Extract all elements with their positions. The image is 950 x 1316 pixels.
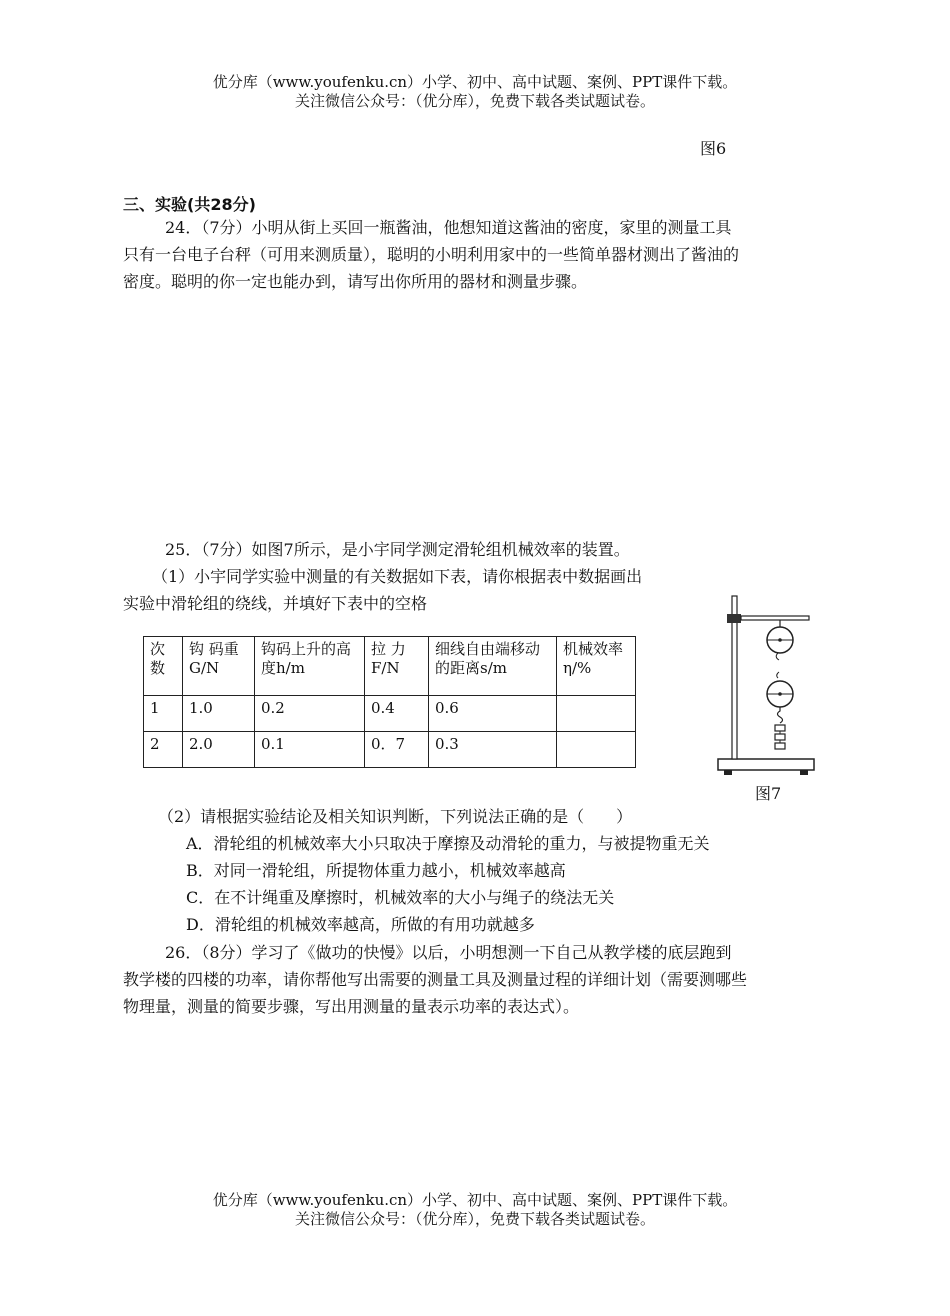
q24-line-1: 24．（7分）小明从街上买回一瓶酱油，他想知道这酱油的密度，家里的测量工具 <box>165 218 732 237</box>
table-cell-blank[interactable] <box>557 696 636 732</box>
header-cell: 拉 力F/N <box>365 637 429 696</box>
stand-base <box>718 759 814 770</box>
option-c[interactable]: C．在不计绳重及摩擦时，机械效率的大小与绳子的绕法无关 <box>186 888 615 907</box>
q26-line-3: 物理量，测量的简要步骤，写出用测量的量表示功率的表达式）。 <box>123 997 580 1016</box>
section-title: 三、实验(共28分) <box>123 195 256 214</box>
figure-6-label: 图6 <box>700 139 727 158</box>
table-cell: 2 <box>144 732 183 768</box>
table-cell: 0.4 <box>365 696 429 732</box>
header-line-2: 关注微信公众号：（优分库），免费下载各类试题试卷。 <box>294 92 655 110</box>
table-cell: 1 <box>144 696 183 732</box>
footer-line-1: 优分库（www.youfenku.cn）小学、初中、高中试题、案例、PPT课件下载。 <box>212 1191 738 1209</box>
header-cell: 钩 码重G/N <box>183 637 255 696</box>
q25-intro: 25．（7分）如图7所示，是小宇同学测定滑轮组机械效率的装置。 <box>165 540 630 559</box>
table-header-row <box>144 637 636 696</box>
option-a[interactable]: A．滑轮组的机械效率大小只取决于摩擦及动滑轮的重力，与被提物重无关 <box>186 834 710 853</box>
q25-part1-line-2: 实验中滑轮组的绕线，并填好下表中的空格 <box>123 594 428 613</box>
table-cell: 0.3 <box>429 732 557 768</box>
q25-part2: （2）请根据实验结论及相关知识判断，下列说法正确的是（ ） <box>158 807 633 826</box>
pulley-apparatus-figure <box>712 592 822 782</box>
table-cell: 1.0 <box>183 696 255 732</box>
option-d[interactable]: D．滑轮组的机械效率越高，所做的有用功就越多 <box>186 915 535 934</box>
stand-clamp <box>727 614 741 623</box>
stand-foot-right <box>800 770 808 775</box>
header-line-1: 优分库（www.youfenku.cn）小学、初中、高中试题、案例、PPT课件下载。 <box>212 73 738 91</box>
header-cell: 钩码上升的高度h/m <box>255 637 365 696</box>
table-cell-blank[interactable] <box>557 732 636 768</box>
footer-line-2: 关注微信公众号：（优分库），免费下载各类试题试卷。 <box>294 1210 655 1228</box>
pulley-hook <box>778 707 783 723</box>
table-cell: 0．7 <box>365 732 429 768</box>
header-cell: 机械效率 η/% <box>557 637 636 696</box>
q25-part1-line-1: （1）小宇同学实验中测量的有关数据如下表，请你根据表中数据画出 <box>152 567 643 586</box>
header-cell: 细线自由端移动的距离s/m <box>429 637 557 696</box>
table-cell: 2.0 <box>183 732 255 768</box>
data-table <box>143 636 636 768</box>
table-cell: 0.1 <box>255 732 365 768</box>
table-row <box>144 732 636 768</box>
table-cell: 0.2 <box>255 696 365 732</box>
figure-7-label: 图7 <box>755 784 782 803</box>
q26-line-1: 26．（8分）学习了《做功的快慢》以后，小明想测一下自己从教学楼的底层跑到 <box>165 943 732 962</box>
header-cell: 次数 <box>144 637 183 696</box>
table-cell: 0.6 <box>429 696 557 732</box>
q24-line-3: 密度。聪明的你一定也能办到，请写出你所用的器材和测量步骤。 <box>123 272 588 291</box>
option-b[interactable]: B．对同一滑轮组，所提物体重力越小，机械效率越高 <box>186 861 566 880</box>
table-row <box>144 696 636 732</box>
q24-line-2: 只有一台电子台秤（可用来测质量），聪明的小明利用家中的一些简单器材测出了酱油的 <box>123 245 740 264</box>
stand-arm <box>741 616 809 620</box>
q26-line-2: 教学楼的四楼的功率，请你帮他写出需要的测量工具及测量过程的详细计划（需要测哪些 <box>123 970 748 989</box>
stand-foot-left <box>724 770 732 775</box>
hook-weights <box>775 725 785 749</box>
